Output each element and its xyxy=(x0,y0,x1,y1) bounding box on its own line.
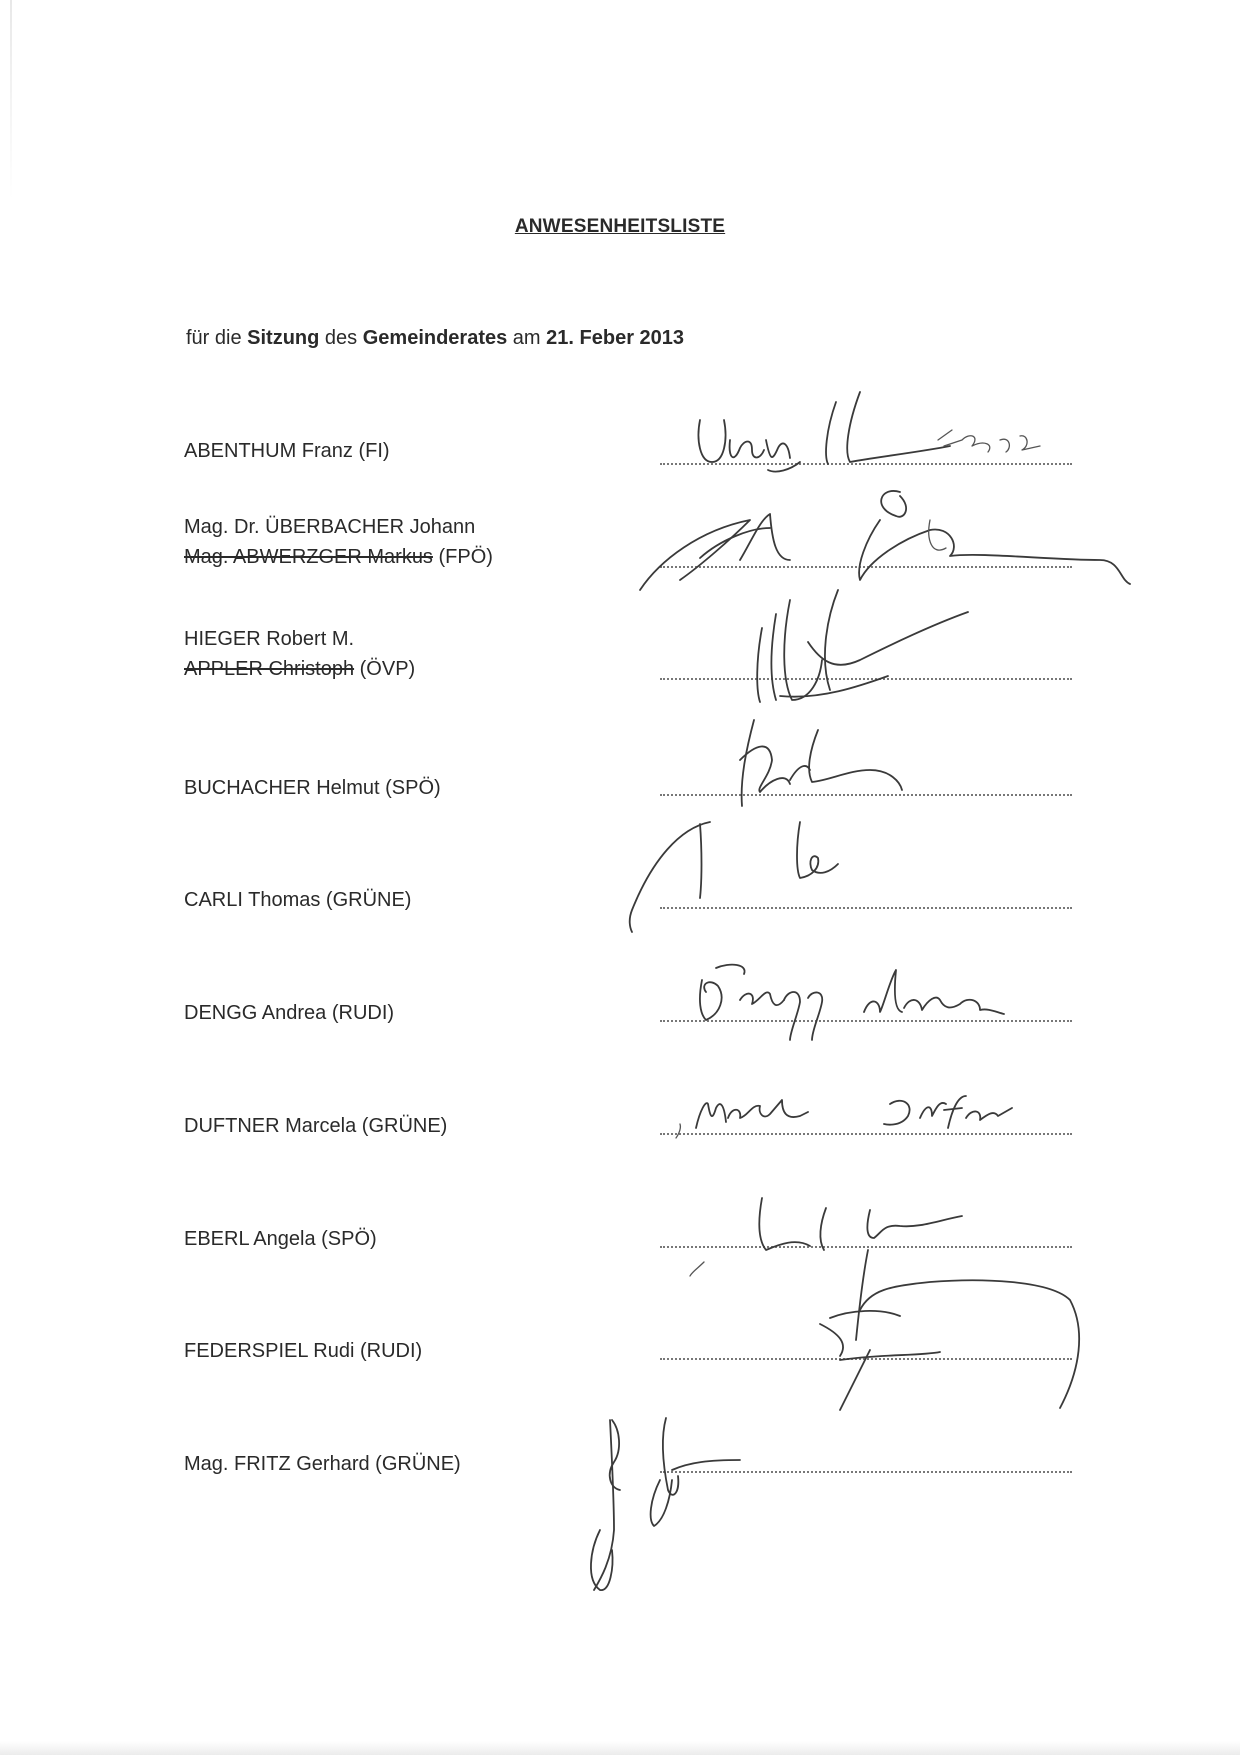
page-title: ANWESENHEITSLISTE xyxy=(514,216,726,237)
signature-duftner xyxy=(676,1096,1012,1138)
attendee-name: HIEGER Robert M. APPLER Christoph (ÖVP) xyxy=(184,628,416,680)
signature-line xyxy=(660,1020,1072,1022)
signature-carli xyxy=(630,822,838,932)
attendee-name: DUFTNER Marcela (GRÜNE) xyxy=(184,1115,448,1137)
signature-line xyxy=(660,1471,1072,1473)
attendee-name: CARLI Thomas (GRÜNE) xyxy=(184,889,412,911)
struck-name: APPLER Christoph xyxy=(184,658,355,680)
signature-hieger xyxy=(757,590,968,702)
signature-ueberbacher xyxy=(640,491,1130,590)
meeting-subtitle: für die Sitzung des Gemeinderates am 21. Feber 2013 xyxy=(186,327,685,349)
signature-fritz xyxy=(591,1418,740,1590)
signature-line xyxy=(660,794,1072,796)
signature-line xyxy=(660,678,1072,680)
attendee-name: Mag. Dr. ÜBERBACHER Johann Mag. ABWERZGER Markus (FPÖ) xyxy=(184,516,493,568)
signature-line xyxy=(660,1133,1072,1135)
scan-edge-bottom xyxy=(0,1741,1240,1755)
attendee-name: EBERL Angela (SPÖ) xyxy=(184,1228,377,1250)
signature-line xyxy=(660,1358,1072,1360)
signature-line xyxy=(660,566,1072,568)
signature-line xyxy=(660,907,1072,909)
signature-line xyxy=(660,463,1072,465)
meeting-date: 21. Feber 2013 xyxy=(546,327,685,349)
signature-dengg xyxy=(700,965,1004,1040)
scan-edge xyxy=(10,0,12,200)
attendee-name: FEDERSPIEL Rudi (RUDI) xyxy=(184,1340,423,1362)
signature-abenthum xyxy=(699,392,1041,472)
attendee-name: ABENTHUM Franz (FI) xyxy=(184,440,390,462)
signature-line xyxy=(660,1246,1072,1248)
signature-federspiel xyxy=(820,1280,1079,1410)
attendee-name: Mag. FRITZ Gerhard (GRÜNE) xyxy=(184,1453,461,1475)
struck-name: Mag. ABWERZGER Markus xyxy=(184,546,433,568)
attendee-name: DENGG Andrea (RUDI) xyxy=(184,1002,395,1024)
attendee-name: BUCHACHER Helmut (SPÖ) xyxy=(184,777,441,799)
signature-eberl xyxy=(690,1198,962,1340)
